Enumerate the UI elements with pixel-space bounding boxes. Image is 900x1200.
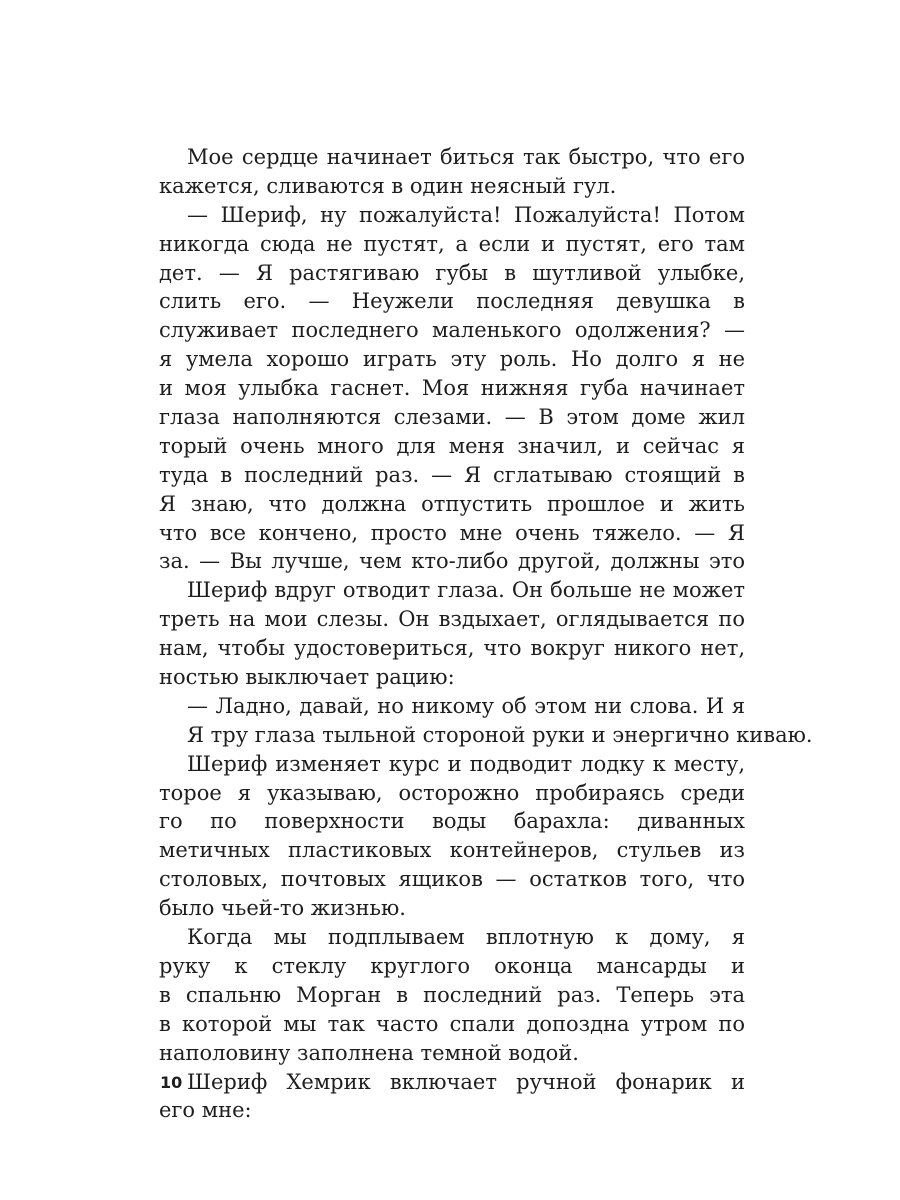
text-line: было чьей-то жизнью. — [159, 896, 406, 921]
body-text — [159, 143, 813, 1125]
text-line: нам, чтобы удостовериться, что вокруг никого нет, — [159, 636, 745, 661]
text-line: за. — Вы лучше, чем кто-либо другой, должны это — [159, 549, 745, 574]
page-number: 10 — [160, 1073, 183, 1092]
text-line: руку к стеклу круглого оконца мансарды и — [159, 953, 745, 978]
text-line: — Ладно, давай, но никому об этом ни слова. И я — [187, 693, 745, 718]
text-line: торое я указываю, осторожно пробираясь среди — [159, 780, 745, 805]
text-line: никогда сюда не пустят, а если и пустят, его там — [159, 231, 745, 256]
text-line: и моя улыбка гаснет. Моя нижняя губа начинает — [159, 376, 745, 401]
text-line: слить его. — Неужели последняя девушка в — [159, 289, 745, 314]
text-line: служивает последнего маленького одолжения? — — [159, 318, 745, 343]
text-line: го по поверхности воды барахла: диванных — [159, 809, 745, 834]
text-line: ностью выключает рацию: — [159, 665, 455, 690]
text-line: глаза наполняются слезами. — В этом доме жил — [159, 405, 745, 430]
text-line: я умела хорошо играть эту роль. Но долго я не — [159, 347, 745, 372]
text-line: в которой мы так часто спали допоздна утром по — [159, 1011, 745, 1036]
text-line: столовых, почтовых ящиков — остатков того, что — [159, 867, 745, 892]
text-line: Шериф Хемрик включает ручной фонарик и — [187, 1069, 745, 1094]
text-line: Я знаю, что должна отпустить прошлое и жить — [159, 491, 745, 516]
text-line: Шериф изменяет курс и подводит лодку к месту, — [187, 751, 745, 776]
text-line: наполовину заполнена темной водой. — [159, 1040, 579, 1065]
text-line: Мое сердце начинает биться так быстро, что его — [187, 145, 745, 169]
text-line: Шериф вдруг отводит глаза. Он больше не может — [187, 578, 745, 603]
text-line: Когда мы подплываем вплотную к дому, я — [187, 925, 745, 950]
text-line: в спальню Морган в последний раз. Теперь эта — [159, 982, 745, 1007]
text-line: треть на мои слезы. Он вздыхает, оглядывается по — [159, 607, 745, 632]
text-line: кажется, сливаются в один неясный гул. — [159, 173, 617, 198]
text-line: дет. — Я растягиваю губы в шутливой улыбке, — [159, 260, 745, 285]
text-line: Я тру глаза тыльной стороной руки и энергично киваю. — [187, 722, 813, 747]
text-line: метичных пластиковых контейнеров, стульев из — [159, 838, 745, 863]
text-line: торый очень много для меня значил, и сейчас я — [159, 433, 745, 458]
text-line: туда в последний раз. — Я сглатываю стоящий в — [159, 462, 745, 487]
text-line: — Шериф, ну пожалуйста! Пожалуйста! Потом — [187, 202, 745, 227]
text-line: что все кончено, просто мне очень тяжело. — Я — [159, 520, 745, 545]
text-line: его мне: — [159, 1098, 252, 1123]
